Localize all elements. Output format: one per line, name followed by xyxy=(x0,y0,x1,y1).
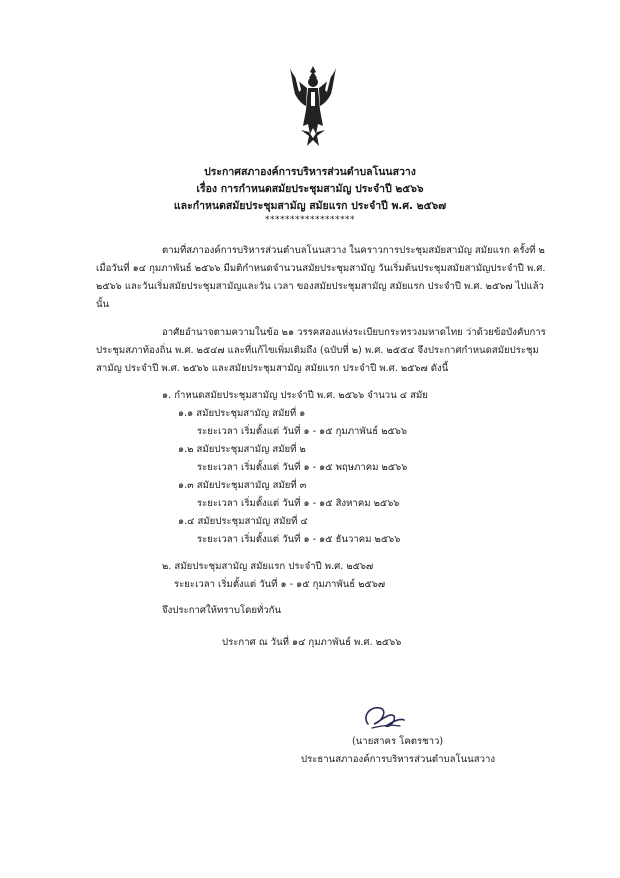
signatory-name: (นายสาคร โคตรชาว) xyxy=(352,736,444,747)
item-2-period: ระยะเวลา เริ่มตั้งแต่ วันที่ ๑ - ๑๕ กุมภาพันธ์ ๒๕๖๗ xyxy=(174,579,386,590)
announcement-title: ประกาศสภาองค์การบริหารส่วนตำบลโนนสวาง xyxy=(204,166,416,178)
signatory-position: ประธานสภาองค์การบริหารส่วนตำบลโนนสวาง xyxy=(301,754,496,765)
announcement-subject-line-2: และกำหนดสมัยประชุมสามัญ สมัยแรก ประจำปี พ.ศ. ๒๕๖๗ xyxy=(173,200,447,212)
announcement-date: ประกาศ ณ วันที่ ๑๔ กุมภาพันธ์ พ.ศ. ๒๕๖๖ xyxy=(222,637,402,648)
paragraph-2-line-1: อาศัยอำนาจตามความในข้อ ๒๑ วรรคสองแห่งระเบียบกระทรวงมหาดไทย ว่าด้วยข้อบังคับการ xyxy=(162,327,546,338)
session-3-period: ระยะเวลา เริ่มตั้งแต่ วันที่ ๑ - ๑๕ สิงหาคม ๒๕๖๖ xyxy=(197,498,400,509)
item-2: ๒. สมัยประชุมสามัญ สมัยแรก ประจำปี พ.ศ. ๒๕๖๗ xyxy=(162,561,374,572)
session-1-period: ระยะเวลา เริ่มตั้งแต่ วันที่ ๑ - ๑๕ กุมภาพันธ์ ๒๕๖๖ xyxy=(197,426,407,437)
paragraph-1-line-2: เมื่อวันที่ ๑๔ กุมภาพันธ์ ๒๕๖๖ มีมติกำหนดจำนวนสมัยประชุมสามัญ วันเริ่มต้นประชุมสมัยสามัญประจำปี พ.ศ. xyxy=(96,263,546,274)
handwritten-signature-icon xyxy=(360,702,408,738)
paragraph-1-line-4: นั้น xyxy=(96,299,110,310)
item-1: ๑. กำหนดสมัยประชุมสามัญ ประจำปี พ.ศ. ๒๕๖๖ จำนวน ๔ สมัย xyxy=(162,390,428,401)
session-2-period: ระยะเวลา เริ่มตั้งแต่ วันที่ ๑ - ๑๕ พฤษภาคม ๒๕๖๖ xyxy=(197,462,408,473)
paragraph-2-line-3: สามัญ ประจำปี พ.ศ. ๒๕๖๖ และสมัยประชุมสามัญ สมัยแรก ประจำปี พ.ศ. ๒๕๖๗ ดังนี้ xyxy=(96,363,449,374)
session-4-period: ระยะเวลา เริ่มตั้งแต่ วันที่ ๑ - ๑๕ ธันวาคม ๒๕๖๖ xyxy=(197,534,401,545)
session-1-title: ๑.๑ สมัยประชุมสามัญ สมัยที่ ๑ xyxy=(178,408,306,419)
announcement-subject: เรื่อง การกำหนดสมัยประชุมสามัญ ประจำปี ๒๕๖๖ xyxy=(196,183,424,195)
paragraph-1-line-1: ตามที่สภาองค์การบริหารส่วนตำบลโนนสวาง ในคราวการประชุมสมัยสามัญ สมัยแรก ครั้งที่ ๒ xyxy=(162,245,545,256)
session-3-title: ๑.๓ สมัยประชุมสามัญ สมัยที่ ๓ xyxy=(178,480,307,491)
paragraph-2-line-2: ประชุมสภาท้องถิ่น พ.ศ. ๒๕๔๗ และที่แก้ไขเพิ่มเติมถึง (ฉบับที่ ๒) พ.ศ. ๒๕๕๔ จึงประกาศกำหนดสมัยประชุม xyxy=(96,345,539,356)
garuda-emblem-icon xyxy=(289,64,337,148)
session-2-title: ๑.๒ สมัยประชุมสามัญ สมัยที่ ๒ xyxy=(178,444,306,455)
notice-text: จึงประกาศให้ทราบโดยทั่วกัน xyxy=(162,605,282,616)
paragraph-1-line-3: ๒๕๖๖ และวันเริ่มสมัยประชุมสามัญและวัน เวลา ของสมัยประชุมสามัญ สมัยแรก ประจำปี พ.ศ. ๒๕๖๗ ไปแล้ว xyxy=(96,281,544,292)
separator-stars: ****************** xyxy=(265,215,355,225)
session-4-title: ๑.๔ สมัยประชุมสามัญ สมัยที่ ๔ xyxy=(178,516,308,527)
